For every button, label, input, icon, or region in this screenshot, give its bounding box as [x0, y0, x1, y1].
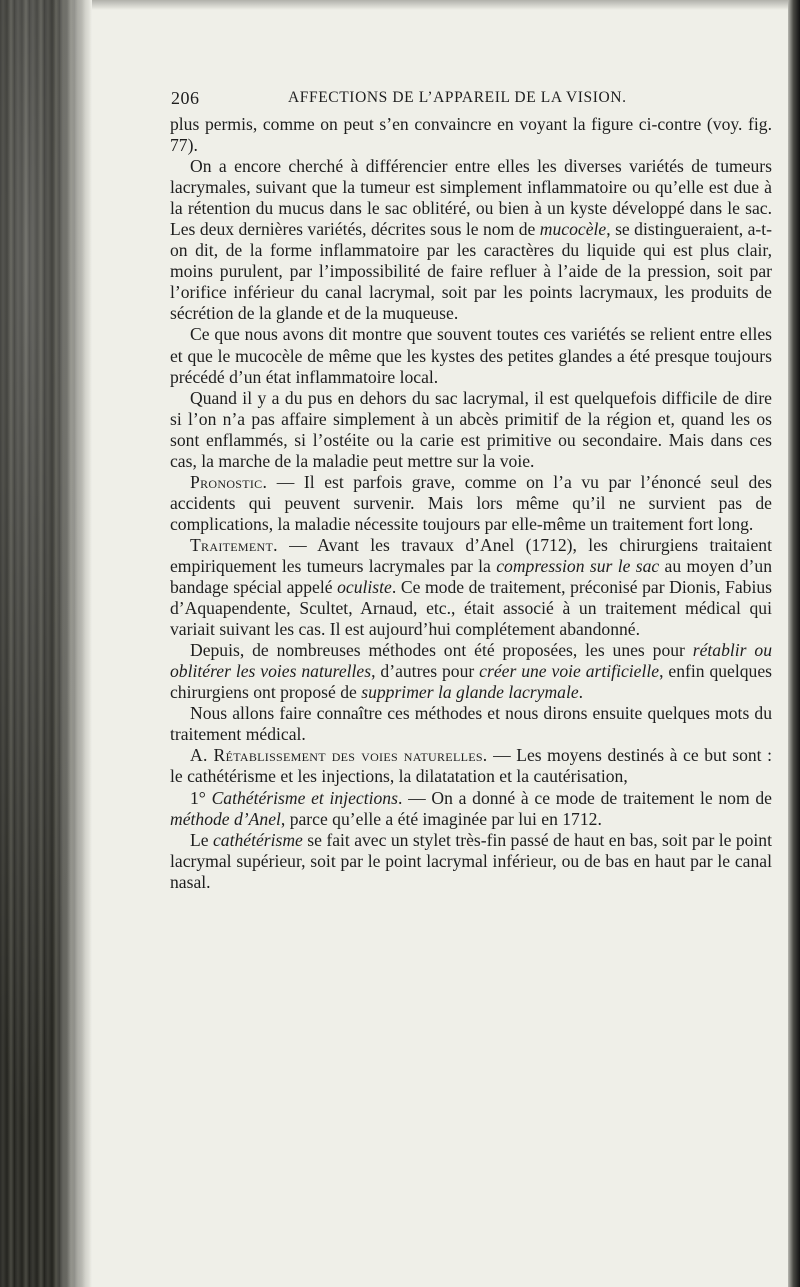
paragraph-section-a — [170, 745, 772, 787]
paragraph-tumor-varieties — [170, 156, 772, 324]
paragraph-text: Quand il y a du pus en dehors du sac lacrymal, il est quelquefois difficile de dire si l’on n’a pas affaire simplement à un abcès primitif de la région et, quand les os sont enflammés, si l’ostéite ou la carie est primitive ou secondaire. Mais dans ces cas, la marche de la maladie peut mettre sur la voie. — [170, 387, 772, 471]
page-body — [170, 114, 772, 893]
paragraph-catheterism — [170, 788, 772, 830]
paragraph-text: — Les moyens destinés à ce but sont : le cathétérisme et les injections, la dilatatation et la cautérisation, — [170, 745, 772, 787]
page-header — [171, 88, 791, 112]
italic-term-oculiste: oculiste — [337, 577, 392, 598]
italic-term-retablir: rétablir ou oblitérer les voies naturelles — [170, 640, 772, 682]
page-top-shadow — [92, 0, 788, 10]
italic-term-creer: créer une voie artificielle — [479, 661, 660, 682]
page-right-edge — [788, 0, 800, 1287]
paragraph-text: au moyen d’un bandage spécial appelé — [170, 555, 772, 598]
paragraph-text: , enfin quelques chirurgiens ont proposé de — [170, 661, 772, 703]
paragraph-prognosis — [170, 472, 772, 535]
paragraph-text: Nous allons faire connaître ces méthodes et nous dirons ensuite quelques mots du traitement médical. — [170, 703, 772, 745]
paragraph-text: , parce qu’elle a été imaginée par lui en 1712. — [280, 808, 602, 829]
paragraph-text: , d’autres pour — [371, 661, 480, 682]
section-label-prognosis: Pronostic. — [190, 471, 268, 492]
running-title: AFFECTIONS DE L’APPAREIL DE LA VISION. — [288, 89, 627, 106]
item-number: 1° — [190, 787, 212, 808]
paragraph-continuation — [170, 114, 772, 156]
paragraph-treatment — [170, 535, 772, 640]
paragraph-text: . Ce mode de traitement, préconisé par Dionis, Fabius d’Aquapendente, Scultet, Arnaud, etc., était associé à un traitement médical qui variait suivant les cas. Il est aujourd’hui complétement abandonné. — [170, 577, 772, 640]
italic-term-mucocele: mucocèle — [539, 219, 607, 240]
italic-term-supprimer: supprimer la glande lacrymale — [361, 682, 579, 703]
section-label-a: A. Rétablissement des voies naturelles. — [190, 745, 488, 766]
paragraph-stylet — [170, 830, 772, 893]
paragraph-pus-outside — [170, 388, 772, 472]
paragraph-text: se fait avec un stylet très-fin passé de haut en bas, soit par le point lacrymal supérieur, soit par le point lacrymal inférieur, ou de bas en haut par le canal nasal. — [170, 829, 772, 892]
paragraph-text: On a encore cherché à différencier entre elles les diverses variétés de tumeurs lacrymales, suivant que la tumeur est simplement inflammatoire ou qu’elle est due à la rétention du mucus dans le sac oblitéré, ou bien à un kyste développé dans le sac. Les deux dernières variétés, décrites sous le nom de — [170, 156, 772, 240]
paragraph-text: — Avant les travaux d’Anel (1712), les chirurgiens traitaient empiriquement les tumeurs lacrymales par la — [170, 534, 772, 576]
section-label-treatment: Traitement. — [190, 534, 278, 555]
paragraph-text: Le — [190, 829, 213, 850]
paragraph-text: Depuis, de nombreuses méthodes ont été proposées, les unes pour — [190, 640, 693, 661]
paragraph-methods — [170, 640, 772, 703]
paragraph-text: . — On a donné à ce mode de traitement le nom de — [397, 787, 772, 808]
italic-term-methode-anel: méthode d’Anel — [170, 808, 281, 829]
paragraph-varieties-related — [170, 324, 772, 387]
paragraph-text: — Il est parfois grave, comme on l’a vu par l’énoncé seul des accidents qui peuvent survenir. Mais lors même qu’il ne survient pas de complications, la maladie nécessite toujours par elle-même un traitement fort long. — [170, 471, 772, 534]
book-binding-edge — [0, 0, 92, 1287]
paragraph-text: Ce que nous avons dit montre que souvent toutes ces variétés se relient entre elles et que le mucocèle de même que les kystes des petites glandes a été presque toujours précédé d’un état inflammatoire local. — [170, 324, 772, 387]
paragraph-text: , se distingueraient, a-t-on dit, de la forme inflammatoire par les caractères du liquide qui est plus clair, moins purulent, par l’impossibilité de faire refluer à l’aide de la pression, soit par l’orifice inférieur du canal lacrymal, soit par les points lacrymaux, les produits de sécrétion de la glande et de la muqueuse. — [170, 219, 773, 324]
page-number: 206 — [171, 88, 200, 108]
paragraph-intro-methods — [170, 703, 772, 745]
italic-heading-catheterism: Cathétérisme et injections — [211, 787, 398, 808]
paragraph-text: . — [578, 682, 584, 703]
italic-term-catheterisme: cathétérisme — [212, 829, 303, 850]
paragraph-text: plus permis, comme on peut s’en convaincre en voyant la figure ci-contre (voy. fig. 77). — [170, 114, 772, 156]
italic-term-compression: compression sur le sac — [496, 555, 660, 576]
